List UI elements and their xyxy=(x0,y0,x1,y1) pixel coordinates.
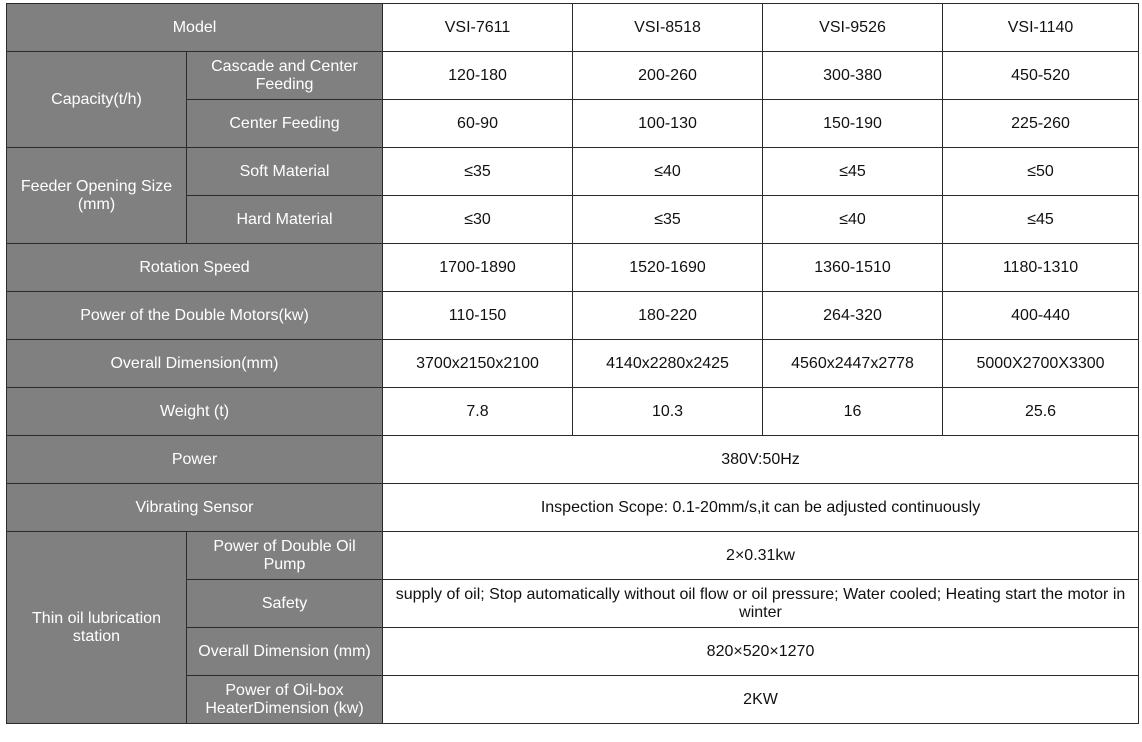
table-row-weight xyxy=(7,388,1139,436)
cascade-feeding-label: Cascade and Center Feeding xyxy=(187,52,383,100)
vibrating-sensor-label: Vibrating Sensor xyxy=(7,484,383,532)
table-row-dimension xyxy=(7,340,1139,388)
value-cell: 1180-1310 xyxy=(943,244,1139,292)
lubrication-station-label: Thin oil lubrication station xyxy=(7,532,187,724)
oil-dimension-label: Overall Dimension (mm) xyxy=(187,628,383,676)
capacity-label: Capacity(t/h) xyxy=(7,52,187,148)
table-row-power xyxy=(7,436,1139,484)
value-cell: 4140x2280x2425 xyxy=(573,340,763,388)
overall-dimension-label: Overall Dimension(mm) xyxy=(7,340,383,388)
power-label: Power xyxy=(7,436,383,484)
value-cell: ≤40 xyxy=(573,148,763,196)
heater-label: Power of Oil-box HeaterDimension (kw) xyxy=(187,676,383,724)
value-cell: 100-130 xyxy=(573,100,763,148)
value-cell: 10.3 xyxy=(573,388,763,436)
spec-table xyxy=(6,3,1139,724)
oil-dimension-value: 820×520×1270 xyxy=(383,628,1139,676)
value-cell: 5000X2700X3300 xyxy=(943,340,1139,388)
value-cell: 4560x2447x2778 xyxy=(763,340,943,388)
value-cell: 264-320 xyxy=(763,292,943,340)
table-row-rotation xyxy=(7,244,1139,292)
value-cell: 225-260 xyxy=(943,100,1139,148)
model-cell: VSI-8518 xyxy=(573,4,763,52)
value-cell: ≤45 xyxy=(763,148,943,196)
value-cell: ≤50 xyxy=(943,148,1139,196)
oil-pump-label: Power of Double Oil Pump xyxy=(187,532,383,580)
model-cell: VSI-7611 xyxy=(383,4,573,52)
value-cell: 16 xyxy=(763,388,943,436)
value-cell: 1700-1890 xyxy=(383,244,573,292)
vibrating-sensor-value: Inspection Scope: 0.1-20mm/s,it can be adjusted continuously xyxy=(383,484,1139,532)
value-cell: 60-90 xyxy=(383,100,573,148)
table-row-oil-pump xyxy=(7,532,1139,580)
double-motors-label: Power of the Double Motors(kw) xyxy=(7,292,383,340)
value-cell: 7.8 xyxy=(383,388,573,436)
rotation-speed-label: Rotation Speed xyxy=(7,244,383,292)
value-cell: 180-220 xyxy=(573,292,763,340)
value-cell: 150-190 xyxy=(763,100,943,148)
table-row-model xyxy=(7,4,1139,52)
value-cell: 3700x2150x2100 xyxy=(383,340,573,388)
table-row-sensor xyxy=(7,484,1139,532)
hard-material-label: Hard Material xyxy=(187,196,383,244)
model-cell: VSI-1140 xyxy=(943,4,1139,52)
value-cell: 25.6 xyxy=(943,388,1139,436)
oil-pump-value: 2×0.31kw xyxy=(383,532,1139,580)
center-feeding-label: Center Feeding xyxy=(187,100,383,148)
value-cell: 110-150 xyxy=(383,292,573,340)
value-cell: 400-440 xyxy=(943,292,1139,340)
table-row-capacity-cascade xyxy=(7,52,1139,100)
value-cell: ≤35 xyxy=(573,196,763,244)
value-cell: ≤30 xyxy=(383,196,573,244)
value-cell: 120-180 xyxy=(383,52,573,100)
value-cell: 1360-1510 xyxy=(763,244,943,292)
value-cell: 200-260 xyxy=(573,52,763,100)
model-label: Model xyxy=(7,4,383,52)
safety-label: Safety xyxy=(187,580,383,628)
weight-label: Weight (t) xyxy=(7,388,383,436)
model-cell: VSI-9526 xyxy=(763,4,943,52)
table-row-motors xyxy=(7,292,1139,340)
value-cell: ≤35 xyxy=(383,148,573,196)
value-cell: ≤45 xyxy=(943,196,1139,244)
feeder-opening-label: Feeder Opening Size (mm) xyxy=(7,148,187,244)
value-cell: ≤40 xyxy=(763,196,943,244)
safety-value: supply of oil; Stop automatically without oil flow or oil pressure; Water cooled; Heating start the motor in winter xyxy=(383,580,1139,628)
table-row-feeder-soft xyxy=(7,148,1139,196)
soft-material-label: Soft Material xyxy=(187,148,383,196)
value-cell: 1520-1690 xyxy=(573,244,763,292)
value-cell: 300-380 xyxy=(763,52,943,100)
heater-value: 2KW xyxy=(383,676,1139,724)
value-cell: 450-520 xyxy=(943,52,1139,100)
power-value: 380V:50Hz xyxy=(383,436,1139,484)
